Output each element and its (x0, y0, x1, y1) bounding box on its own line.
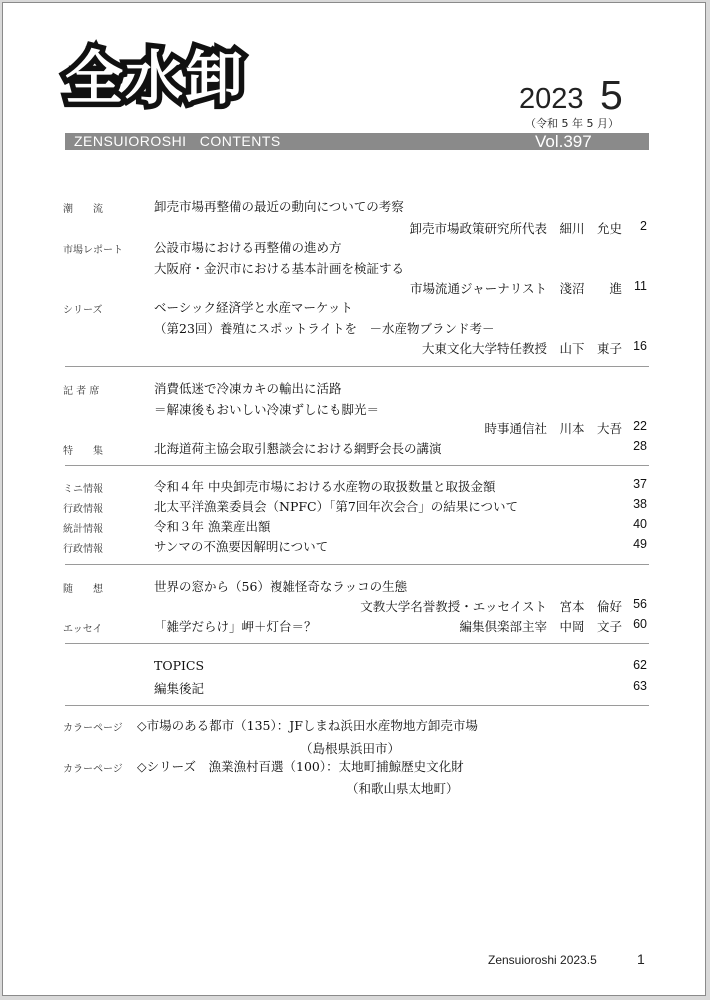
issue-year: 2023 (519, 83, 584, 115)
market-report-page: 11 (634, 279, 647, 293)
magazine-title: 全水卸 (65, 44, 246, 112)
info-title-2[interactable]: 北太平洋漁業委員会（NPFC）「第7回年次会合」の結果について (154, 499, 519, 514)
series-title-2[interactable]: （第23回）養殖にスポットライトを －水産物ブランド考－ (154, 321, 495, 336)
market-report-author: 市場流通ジャーナリスト 淺沼 進 (409, 281, 622, 296)
section-label-tokushu: 特 集 (63, 446, 103, 457)
info-title-4[interactable]: サンマの不漁要因解明について (154, 539, 329, 554)
series-page: 16 (633, 339, 647, 353)
contents-band (65, 133, 649, 150)
color-page-title-2[interactable]: ◇シリーズ 漁業漁村百選（100）：太地町捕鯨歴史文化財 (137, 759, 464, 774)
choryu-author: 卸売市場政策研究所代表 細川 允史 (409, 221, 622, 236)
color-page-sub-1: （島根県浜田市） (300, 741, 401, 756)
essay-page: 60 (633, 617, 647, 631)
section-label-info-1: ミニ情報 (63, 484, 103, 495)
page (2, 2, 706, 996)
section-divider (65, 564, 649, 565)
section-label-color-page-2: カラーページ (63, 764, 123, 775)
section-divider (65, 366, 649, 367)
choryu-page: 2 (640, 219, 647, 233)
market-report-title-2[interactable]: 大阪府・金沢市における基本計画を検証する (154, 261, 405, 276)
section-label-choryu: 潮 流 (63, 204, 103, 215)
kishaseki-author: 時事通信社 川本 大吾 (484, 421, 622, 436)
info-page-2: 38 (633, 497, 647, 511)
volume-number: Vol.397 (535, 132, 592, 151)
section-label-zuiso: 随 想 (63, 584, 103, 595)
section-label-market-report: 市場レポート (63, 245, 123, 256)
zuiso-author: 文教大学名誉教授・エッセイスト 宮本 倫好 (360, 599, 622, 614)
postscript-page: 63 (633, 679, 647, 693)
zuiso-page: 56 (633, 597, 647, 611)
postscript-title[interactable]: 編集後記 (154, 681, 205, 696)
essay-author: 編集倶楽部主宰 中岡 文子 (459, 619, 622, 634)
tokushu-title[interactable]: 北海道荷主協会取引懇談会における網野会長の講演 (154, 441, 442, 456)
section-label-info-2: 行政情報 (63, 504, 103, 515)
section-label-info-4: 行政情報 (63, 544, 103, 555)
footer-issue: Zensuioroshi 2023.5 (488, 953, 597, 967)
section-label-info-3: 統計情報 (63, 524, 103, 535)
section-divider (65, 465, 649, 466)
issue-month: 5 (600, 72, 623, 118)
topics-page: 62 (633, 658, 647, 672)
tokushu-page: 28 (633, 439, 647, 453)
kishaseki-title-1[interactable]: 消費低迷で冷凍カキの輸出に活路 (154, 381, 342, 396)
color-page-sub-2: （和歌山県太地町） (346, 781, 459, 796)
series-author: 大東文化大学特任教授 山下 東子 (421, 341, 622, 356)
info-page-1: 37 (633, 477, 647, 491)
info-title-3[interactable]: 令和３年 漁業産出額 (154, 519, 271, 534)
choryu-title[interactable]: 卸売市場再整備の最近の動向についての考察 (154, 199, 404, 214)
essay-title[interactable]: 「雑学だらけ」岬＋灯台＝？ (154, 619, 317, 634)
market-report-title-1[interactable]: 公設市場における再整備の進め方 (154, 240, 342, 255)
info-title-1[interactable]: 令和４年 中央卸売市場における水産物の取扱数量と取扱金額 (154, 479, 496, 494)
kishaseki-title-2[interactable]: ＝解凍後もおいしい冷凍ずしにも脚光＝ (154, 402, 380, 417)
kishaseki-page: 22 (633, 419, 647, 433)
info-page-4: 49 (633, 537, 647, 551)
footer-page-number: 1 (637, 951, 645, 967)
section-divider (65, 705, 649, 706)
section-label-color-page-1: カラーページ (63, 723, 123, 734)
info-page-3: 40 (633, 517, 647, 531)
section-label-kishaseki: 記 者 席 (63, 386, 100, 397)
section-label-series: シリーズ (63, 305, 103, 316)
contents-band-label: ZENSUIOROSHI CONTENTS (74, 133, 281, 149)
issue-era-date: （令和 5 年 5 月） (525, 117, 619, 130)
color-page-title-1[interactable]: ◇市場のある都市（135）：JFしまね浜田水産物地方卸売市場 (137, 718, 478, 733)
zuiso-title[interactable]: 世界の窓から（56）複雑怪奇なラッコの生態 (154, 579, 408, 594)
series-title-1[interactable]: ベーシック経済学と水産マーケット (154, 300, 353, 315)
section-label-essay: エッセイ (63, 624, 103, 635)
topics-title[interactable]: TOPICS (154, 658, 205, 673)
section-divider (65, 643, 649, 644)
